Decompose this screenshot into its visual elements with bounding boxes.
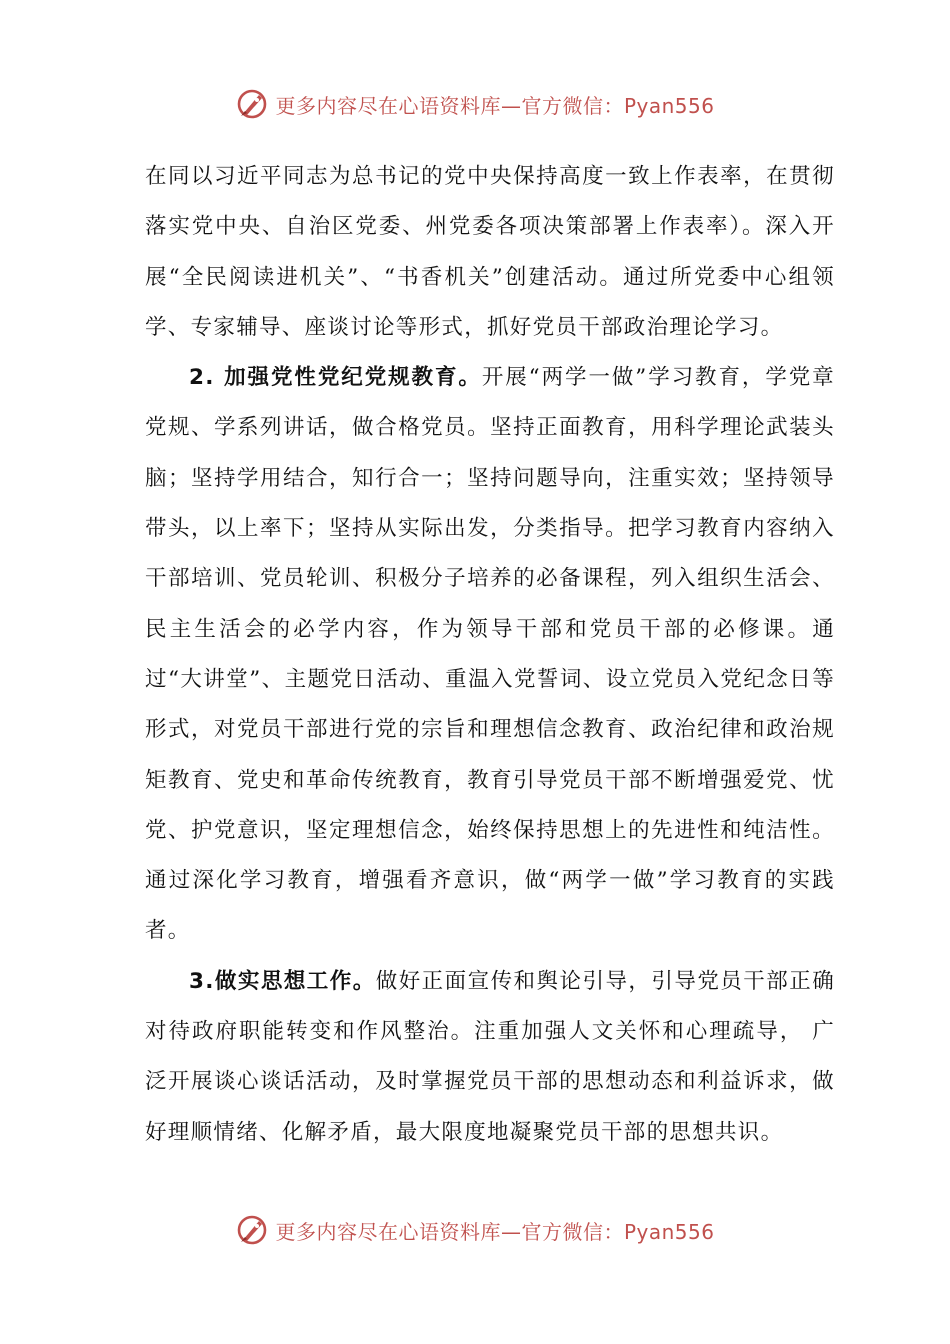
paragraph-3-text: 做好正面宣传和舆论引导，引导党员干部正确对待政府职能转变和作风整治。注重加强人文关怀和心理疏导， 广泛开展谈心谈话活动，及时掌握党员干部的思想动态和利益诉求，做好理顺情绪、化解矛盾，最大限度地凝聚党员干部的思想共识。: [145, 968, 835, 1145]
paragraph-2-text: 开展“两学一做”学习教育，学党章党规、学系列讲话，做合格党员。坚持正面教育，用科学理论武装头脑；坚持学用结合，知行合一；坚持问题导向，注重实效；坚持领导带头，以上率下；坚持从实际出发，分类指导。把学习教育内容纳入干部培训、党员轮训、积极分子培养的必备课程，列入组织生活会、民主生活会的必学内容，作为领导干部和党员干部的必修课。通过“大讲堂”、主题党日活动、重温入党誓词、设立党员入党纪念日等形式，对党员干部进行党的宗旨和理想信念教育、政治纪律和政治规矩教育、党史和革命传统教育，教育引导党员干部不断增强爱党、忧党、护党意识，坚定理想信念，始终保持思想上的先进性和纯洁性。通过深化学习教育，增强看齐意识，做“两学一做”学习教育的实践者。: [145, 365, 835, 944]
footer-banner: [0, 1210, 950, 1250]
header-banner: [0, 84, 950, 124]
paragraph-3-heading: 3.做实思想工作。: [189, 968, 376, 994]
paragraph-1-text: 在同以习近平同志为总书记的党中央保持高度一致上作表率，在贯彻落实党中央、自治区党委、州党委各项决策部署上作表率）。深入开展“全民阅读进机关”、“书香机关”创建活动。通过所党委中心组领学、专家辅导、座谈讨论等形式，抓好党员干部政治理论学习。: [145, 164, 835, 340]
header-banner-text: 更多内容尽在心语资料库—官方微信：Pyan556: [275, 93, 715, 118]
quill-pen-logo-icon: [235, 1213, 269, 1247]
paragraph-2-heading: 2. 加强党性党纪党规教育。: [189, 365, 482, 391]
paragraph-3: [145, 957, 835, 1158]
quill-pen-logo-icon: [235, 87, 269, 121]
paragraph-2: [145, 353, 835, 957]
document-body: [145, 152, 835, 1158]
paragraph-1: [145, 152, 835, 353]
footer-banner-text: 更多内容尽在心语资料库—官方微信：Pyan556: [275, 1219, 715, 1244]
